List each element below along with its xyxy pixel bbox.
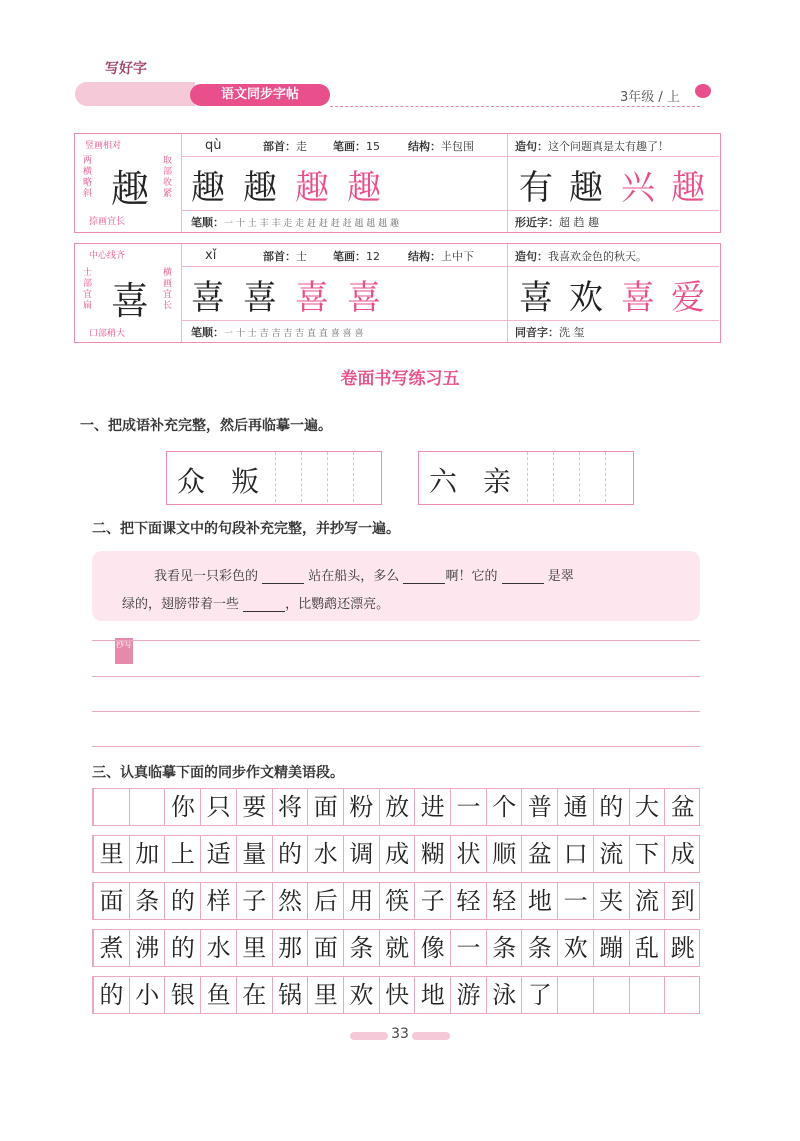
copy-cell: 的 <box>164 930 200 966</box>
copy-cell: 地 <box>414 977 450 1013</box>
copy-cell: 一 <box>450 930 486 966</box>
copy-cell: 夹 <box>593 883 629 919</box>
copy-cell: 条 <box>486 930 522 966</box>
word-char: 趣 <box>569 168 603 208</box>
copy-cell: 粉 <box>343 789 379 825</box>
header-divider <box>330 106 700 107</box>
copy-cell: 的 <box>164 883 200 919</box>
copy-cell: 到 <box>664 883 700 919</box>
stroke-order: 一 十 土 丰 丰 走 走 赶 赶 赶 赶 趄 趄 趄 趣 <box>224 219 400 229</box>
copy-cell: 游 <box>450 977 486 1013</box>
copy-cell: 上 <box>164 836 200 872</box>
copy-cell: 快 <box>379 977 415 1013</box>
copy-row <box>92 976 700 1014</box>
copy-tag: 抄写 <box>115 638 133 664</box>
grade-label: 3年级 / 上 <box>620 90 680 105</box>
homophones: 洗 玺 <box>559 326 585 339</box>
copy-cell: 银 <box>164 977 200 1013</box>
copy-cell: 适 <box>200 836 236 872</box>
copy-cell: 轻 <box>486 883 522 919</box>
copy-cell: 普 <box>521 789 557 825</box>
copy-cell <box>664 977 700 1013</box>
char-card-2: 中心线齐 士部宜扁 口部稍大 横画宜长 喜 xǐ 部首：士 笔画：12 结构：上中下 喜 喜 喜 喜 笔顺：一 十 士 吉 吉 吉 吉 直 直 喜 喜 喜 造句：我喜欢金色的秋天。 喜 欢 喜 爱 同音字：洗 玺 <box>74 243 721 343</box>
idiom-char: 亲 <box>483 465 512 498</box>
copy-cell: 个 <box>486 789 522 825</box>
word-char: 兴 <box>621 168 655 208</box>
copy-cell: 成 <box>664 836 700 872</box>
stroke-order: 一 十 士 吉 吉 吉 吉 直 直 喜 喜 喜 <box>224 329 364 339</box>
tip: 两横略斜 <box>83 156 93 199</box>
tip: 中心线齐 <box>89 251 126 261</box>
copy-cell: 糊 <box>414 836 450 872</box>
header-tag: 语文同步字帖 <box>190 84 330 106</box>
radical: 走 <box>296 140 307 153</box>
copy-cell: 调 <box>343 836 379 872</box>
trace-char: 趣 <box>243 168 277 208</box>
sentence: 我喜欢金色的秋天。 <box>548 250 647 263</box>
trace-char: 喜 <box>295 278 329 318</box>
copy-cell: 水 <box>307 836 343 872</box>
radical: 士 <box>296 250 307 263</box>
copy-cell: 流 <box>629 883 665 919</box>
copy-cell <box>629 977 665 1013</box>
tip: 士部宜扁 <box>83 268 93 311</box>
structure: 半包围 <box>441 140 474 153</box>
copy-cell: 地 <box>521 883 557 919</box>
copy-cell: 乱 <box>629 930 665 966</box>
copy-cell: 跳 <box>664 930 700 966</box>
copy-cell: 面 <box>93 883 129 919</box>
passage-line-2: 绿的，翅膀带着一些 ，比鹦鹉还漂亮。 <box>122 597 390 612</box>
word-char: 有 <box>519 168 553 208</box>
copy-cell: 里 <box>236 930 272 966</box>
copy-cell: 成 <box>379 836 415 872</box>
copy-cell: 轻 <box>450 883 486 919</box>
copy-cell <box>129 789 165 825</box>
copy-cell: 筷 <box>379 883 415 919</box>
idiom-char: 叛 <box>231 465 260 498</box>
copy-row <box>92 882 700 920</box>
copy-cell: 一 <box>450 789 486 825</box>
question-1: 一、把成语补充完整，然后再临摹一遍。 <box>80 418 332 434</box>
copy-cell: 要 <box>236 789 272 825</box>
trace-char: 喜 <box>347 278 381 318</box>
copy-cell: 顺 <box>486 836 522 872</box>
copy-cell: 的 <box>593 789 629 825</box>
main-char: 喜 <box>111 279 150 323</box>
section-title: 卷面书写练习五 <box>340 369 460 389</box>
word-char: 欢 <box>569 278 603 318</box>
copy-cell: 下 <box>629 836 665 872</box>
question-3: 三、认真临摹下面的同步作文精美语段。 <box>92 765 344 781</box>
question-2: 二、把下面课文中的句段补充完整，并抄写一遍。 <box>92 521 400 537</box>
structure: 上中下 <box>441 250 474 263</box>
page-number: 33 <box>391 1026 409 1042</box>
stroke-count: 15 <box>366 140 380 153</box>
similar-chars: 超 趋 趣 <box>559 216 599 229</box>
header-banner <box>75 82 195 106</box>
copy-cell: 你 <box>164 789 200 825</box>
copy-cell: 泳 <box>486 977 522 1013</box>
copy-cell: 子 <box>236 883 272 919</box>
copy-cell: 欢 <box>343 977 379 1013</box>
copy-cell: 流 <box>593 836 629 872</box>
copy-cell <box>593 977 629 1013</box>
copy-cell: 条 <box>343 930 379 966</box>
app-title: 写好字 <box>105 61 147 77</box>
copy-cell: 里 <box>307 977 343 1013</box>
bird-icon <box>695 84 711 98</box>
copy-cell <box>557 977 593 1013</box>
copy-cell: 只 <box>200 789 236 825</box>
copy-cell: 小 <box>129 977 165 1013</box>
copy-cell: 进 <box>414 789 450 825</box>
copy-cell: 像 <box>414 930 450 966</box>
copy-cell: 子 <box>414 883 450 919</box>
copy-cell: 状 <box>450 836 486 872</box>
copy-cell: 锅 <box>272 977 308 1013</box>
copy-cell <box>93 789 129 825</box>
copy-cell: 蹦 <box>593 930 629 966</box>
word-char: 爱 <box>671 278 705 318</box>
copy-cell: 放 <box>379 789 415 825</box>
copy-cell: 了 <box>521 977 557 1013</box>
copy-cell: 在 <box>236 977 272 1013</box>
copy-cell: 条 <box>521 930 557 966</box>
copy-cell: 用 <box>343 883 379 919</box>
copy-cell: 一 <box>557 883 593 919</box>
copy-row <box>92 788 700 826</box>
copy-cell: 那 <box>272 930 308 966</box>
passage-box <box>92 551 700 621</box>
copy-cell: 面 <box>307 930 343 966</box>
copy-cell: 盆 <box>521 836 557 872</box>
char-card-1: 竖画相对 两横略斜 捺画宜长 取部收紧 趣 qù 部首：走 笔画：15 结构：半包围 趣 趣 趣 趣 笔顺：一 十 土 丰 丰 走 走 赶 赶 赶 赶 趄 趄 趄 趣 造句：这个问题真是太有趣了！ 有 趣 兴 趣 形近字：超 趋 趣 <box>74 133 721 233</box>
copy-cell: 然 <box>272 883 308 919</box>
trace-char: 趣 <box>347 168 381 208</box>
word-char: 喜 <box>519 278 553 318</box>
idiom-grid-1 <box>166 451 382 505</box>
copy-cell: 鱼 <box>200 977 236 1013</box>
tip: 横画宜长 <box>163 268 173 311</box>
main-char: 趣 <box>111 167 150 211</box>
trace-char: 喜 <box>243 278 277 318</box>
tip: 口部稍大 <box>89 329 126 339</box>
copy-cell: 就 <box>379 930 415 966</box>
copy-cell: 通 <box>557 789 593 825</box>
copy-cell: 样 <box>200 883 236 919</box>
pinyin: xǐ <box>205 248 217 263</box>
copy-cell: 加 <box>129 836 165 872</box>
copy-cell: 将 <box>272 789 308 825</box>
copy-cell: 量 <box>236 836 272 872</box>
pinyin: qù <box>205 138 222 153</box>
copy-cell: 水 <box>200 930 236 966</box>
copy-cell: 条 <box>129 883 165 919</box>
tip: 竖画相对 <box>85 141 122 151</box>
copy-cell: 盆 <box>664 789 700 825</box>
stroke-count: 12 <box>366 250 380 263</box>
passage-line-1: 我看见一只彩色的 站在船头，多么 啊！它的 是翠 <box>154 569 574 584</box>
word-char: 喜 <box>621 278 655 318</box>
tip: 捺画宜长 <box>89 217 126 227</box>
copy-cell: 的 <box>93 977 129 1013</box>
copy-cell: 大 <box>629 789 665 825</box>
idiom-char: 六 <box>429 465 458 498</box>
copy-cell: 的 <box>272 836 308 872</box>
tip: 取部收紧 <box>163 156 173 199</box>
copy-cell: 里 <box>93 836 129 872</box>
trace-char: 喜 <box>191 278 225 318</box>
idiom-grid-2 <box>418 451 634 505</box>
idiom-char: 众 <box>177 465 206 498</box>
trace-char: 趣 <box>191 168 225 208</box>
copy-cell: 口 <box>557 836 593 872</box>
copy-cell: 后 <box>307 883 343 919</box>
copy-row <box>92 835 700 873</box>
trace-char: 趣 <box>295 168 329 208</box>
copy-cell: 煮 <box>93 930 129 966</box>
sentence: 这个问题真是太有趣了！ <box>548 140 669 153</box>
copy-cell: 欢 <box>557 930 593 966</box>
copy-cell: 沸 <box>129 930 165 966</box>
copy-row <box>92 929 700 967</box>
copy-cell: 面 <box>307 789 343 825</box>
word-char: 趣 <box>671 168 705 208</box>
